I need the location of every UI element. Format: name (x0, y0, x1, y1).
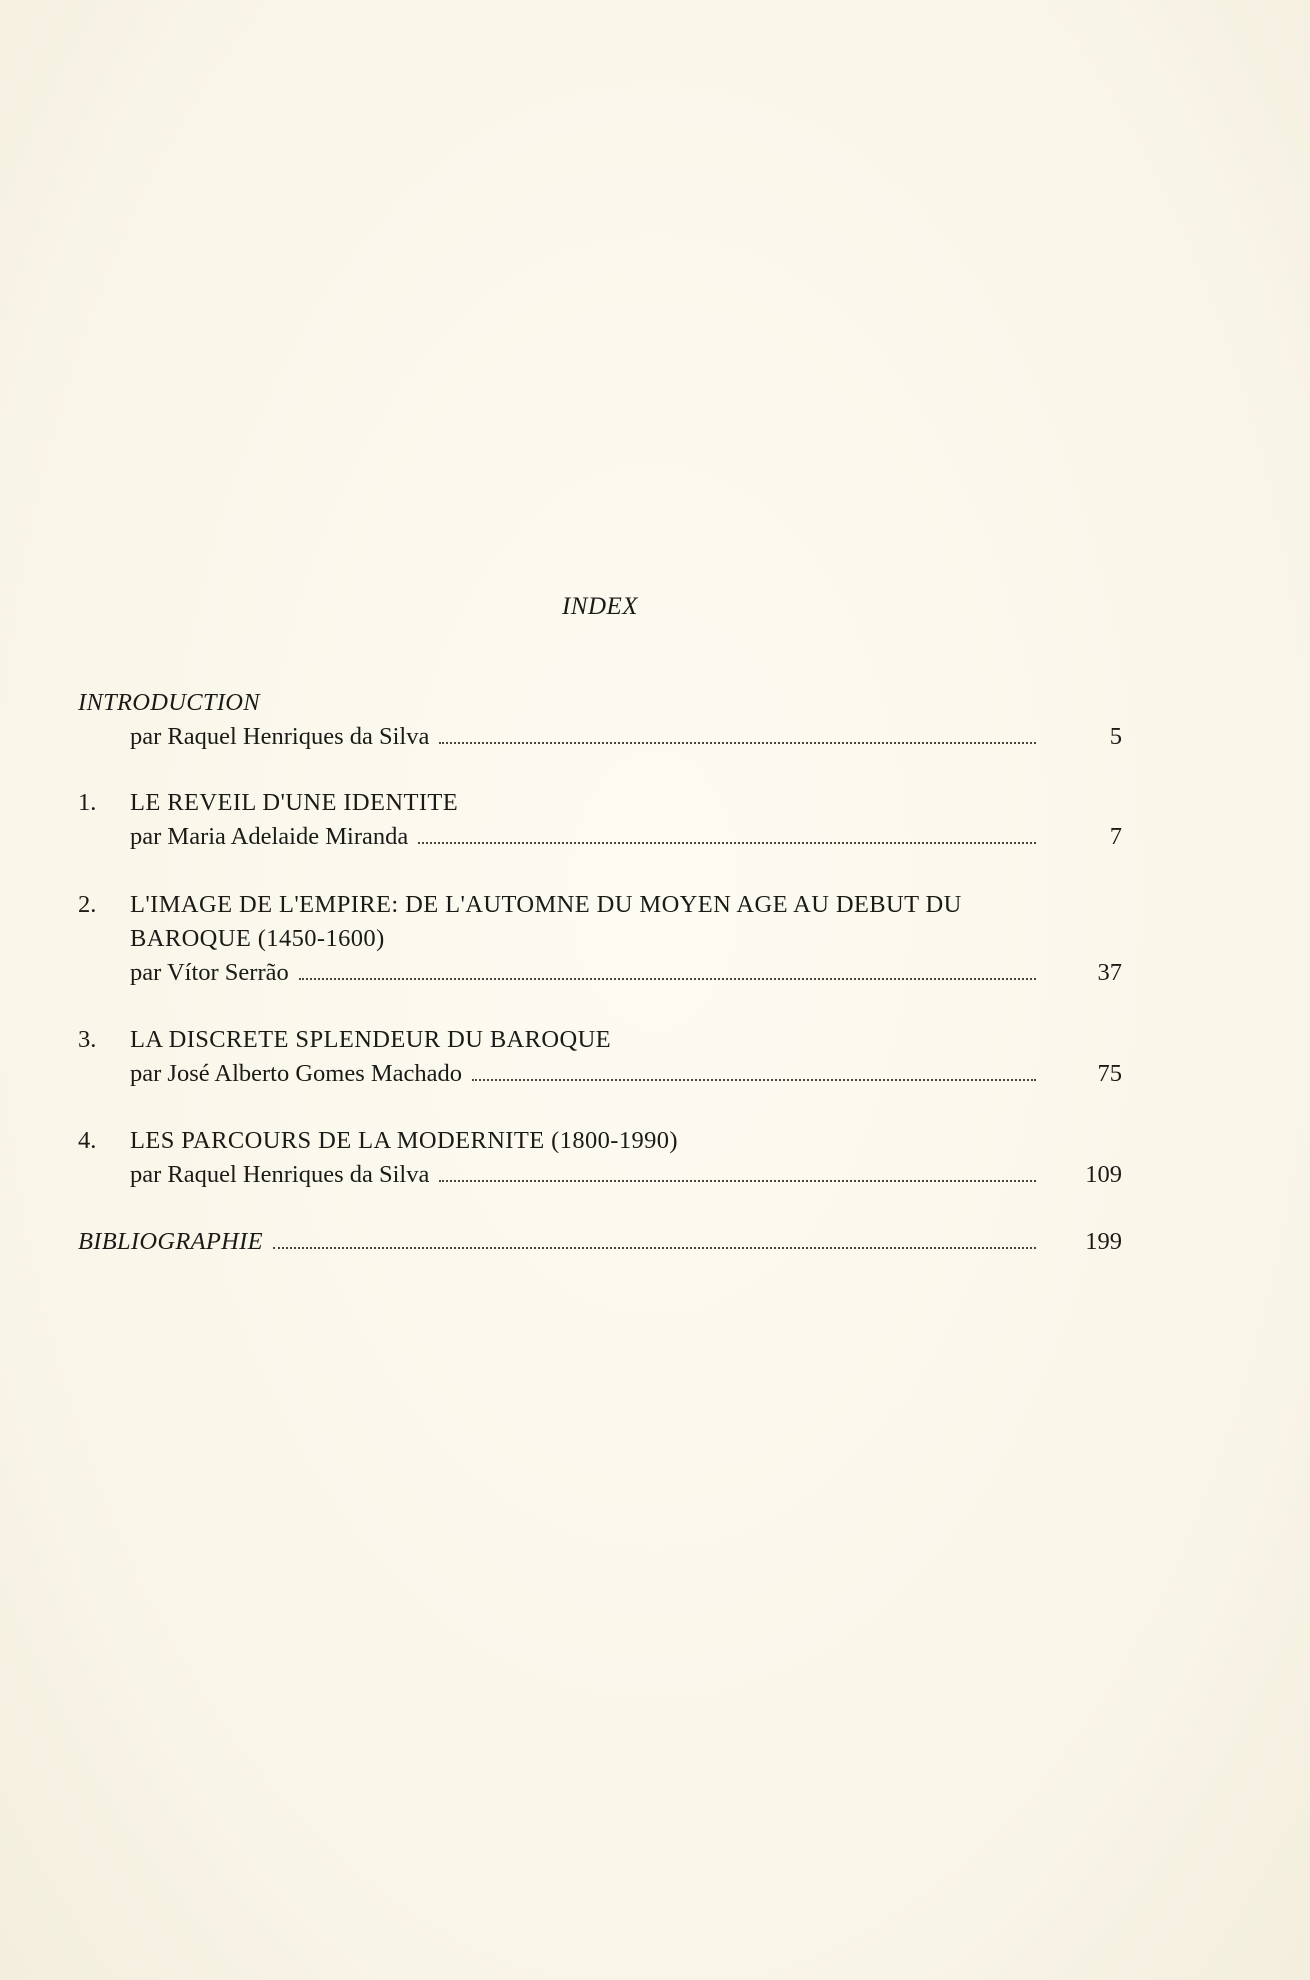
chapter-2-author: par Vítor Serrão (130, 959, 289, 986)
chapter-4-heading: LES PARCOURS DE LA MODERNITE (1800-1990) (130, 1127, 678, 1154)
chapter-3-page-number: 75 (1097, 1060, 1122, 1087)
dot-leader (273, 1247, 1036, 1249)
chapter-4-number: 4. (78, 1127, 97, 1154)
bibliography-row (78, 1225, 1122, 1259)
chapter-3-number: 3. (78, 1026, 97, 1053)
introduction-author-row (130, 720, 1122, 754)
page-title: INDEX (561, 593, 639, 620)
dot-leader (439, 742, 1036, 744)
chapter-2-heading-line-1: L'IMAGE DE L'EMPIRE: DE L'AUTOMNE DU MOYEN AGE AU DEBUT DU (130, 891, 962, 918)
chapter-2-page-number: 37 (1097, 959, 1122, 986)
chapter-1-author-row (130, 820, 1122, 854)
chapter-3-author-row (130, 1057, 1122, 1091)
chapter-2-number: 2. (78, 891, 97, 918)
chapter-2-heading-line-2: BAROQUE (1450-1600) (130, 925, 385, 952)
introduction-author: par Raquel Henriques da Silva (130, 723, 430, 750)
chapter-2-author-row (130, 956, 1122, 990)
introduction-page-number: 5 (1109, 723, 1122, 750)
bibliography-page-number: 199 (1085, 1228, 1122, 1255)
toc-entry-introduction (78, 686, 1122, 754)
chapter-1-page-number: 7 (1109, 823, 1122, 850)
introduction-heading: INTRODUCTION (78, 689, 260, 716)
chapter-4-author: par Raquel Henriques da Silva (130, 1161, 430, 1188)
chapter-1-author: par Maria Adelaide Miranda (130, 823, 409, 850)
dot-leader (439, 1180, 1036, 1182)
bibliography-heading: BIBLIOGRAPHIE (78, 1228, 263, 1255)
dot-leader (418, 842, 1036, 844)
chapter-1-heading: LE REVEIL D'UNE IDENTITE (130, 789, 459, 816)
toc-entry-chapter-2 (78, 888, 1122, 990)
toc-entry-chapter-3 (78, 1023, 1122, 1091)
toc-entry-chapter-1 (78, 786, 1122, 854)
dot-leader (472, 1079, 1036, 1081)
chapter-4-author-row (130, 1158, 1122, 1192)
chapter-1-number: 1. (78, 789, 97, 816)
toc-entry-chapter-4 (78, 1124, 1122, 1192)
chapter-3-author: par José Alberto Gomes Machado (130, 1060, 463, 1087)
toc-entry-bibliography (78, 1225, 1122, 1259)
chapter-4-page-number: 109 (1085, 1161, 1122, 1188)
chapter-3-heading: LA DISCRETE SPLENDEUR DU BAROQUE (130, 1026, 612, 1053)
dot-leader (299, 978, 1036, 980)
